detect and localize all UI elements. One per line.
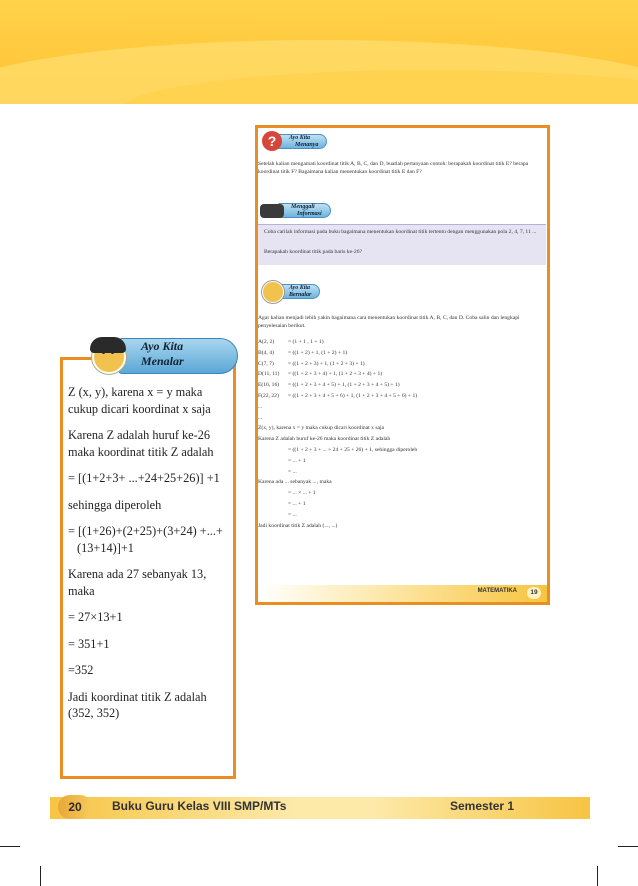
row-formula: = ((1 + 2 + 3 + 4 + 5 + 6) + 1, (1 + 2 + 3 + 4 + 5 + 6) + 1) <box>288 392 418 399</box>
row-label: Z(x, y), karena x = y maka cukup dicari koordinat x saja <box>258 425 385 432</box>
subject-label: MATEMATIKA <box>477 588 517 594</box>
derivation-row <box>258 359 546 370</box>
derivation-row <box>258 445 546 456</box>
row-label: D(11, 11) <box>258 371 280 378</box>
row-label: B(4, 4) <box>258 349 274 356</box>
row-formula: = ... × ... + 1 <box>288 490 316 497</box>
thumbnail-footer <box>258 585 547 602</box>
menanya-text: Setelah kalian mengamati koordinat titik A, B, C, dan D, buatlah pertanyaan contoh: berapakah koordinat titik E? berapa koordinat titik F? Bagaimana kalian menentukan koordinat titik E dan F? <box>258 161 529 175</box>
section-title-pill <box>118 338 238 374</box>
row-label: ... <box>258 403 263 410</box>
paragraph: =352 <box>68 663 94 677</box>
section-title-line1: Menggali <box>291 204 315 210</box>
row-formula: = ((1 + 2) + 1, (1 + 2) + 1) <box>288 349 348 356</box>
question-mark-icon: ? <box>262 131 282 151</box>
crop-mark <box>618 846 638 847</box>
derivation-row <box>258 467 546 478</box>
row-label: A(2, 2) <box>258 339 275 345</box>
semester-label: Semester 1 <box>450 799 515 813</box>
section-title-line2: Bernalar <box>289 291 312 298</box>
section-title-pill <box>276 134 327 149</box>
menggali-text: Coba carilah informasi pada buku bagaimana menentukan koordinat titik tertentu dengan menggunakan pola 2, 4, 7, 11 ... <box>264 229 537 235</box>
section-title-line2: Menalar <box>141 354 184 368</box>
bernalar-intro: Agar kalian menjadi lebih yakin bagaimana cara menentukan koordinat titik A, B, C, dan D. Coba salin dan lengkapi penyelesaian berikut. <box>258 315 520 329</box>
ayo-kita-menalar-header <box>90 336 240 376</box>
paragraph: Karena Z adalah huruf ke-26 maka koordinat titik Z adalah <box>68 428 214 459</box>
header-banner <box>0 0 638 104</box>
section-title-line1: Ayo Kita <box>289 285 311 291</box>
section-title-line2: Menanya <box>295 141 319 148</box>
paragraph: = 27×13+1 <box>68 610 123 624</box>
row-formula: = ((1 + 2 + 3 + ... + 24 + 25 + 26) + 1, sehingga diperoleh <box>288 446 418 453</box>
derivation-row <box>258 488 546 499</box>
menggali-question: Berapakah koordinat titik pada baris ke-26? <box>264 249 363 255</box>
derivation-row <box>258 456 546 467</box>
row-label: F(22, 22) <box>258 392 279 399</box>
derivation-row <box>258 423 546 434</box>
derivation-row <box>258 477 546 488</box>
student-thinking-icon <box>262 281 284 303</box>
section-title-line1: Ayo Kita <box>141 339 184 353</box>
row-label: E(16, 16) <box>258 382 280 389</box>
row-formula: = ... <box>288 511 297 518</box>
row-formula: = ... <box>288 468 297 475</box>
derivation-row <box>258 434 546 445</box>
student-thinking-icon <box>92 340 126 374</box>
paragraph: = 351+1 <box>68 636 110 651</box>
paragraph: = [(1+2+3+ ...+24+25+26)] +1 <box>68 471 220 485</box>
derivation-row <box>258 380 546 391</box>
paragraph: Jadi koordinat titik Z adalah (352, 352) <box>68 689 207 720</box>
crop-mark <box>0 846 20 847</box>
row-label: ... <box>258 414 263 421</box>
section-title-line2: Informasi <box>297 210 322 217</box>
row-label: Jadi koordinat titik Z adalah (..., ...) <box>258 522 338 529</box>
thumbnail-page-number: 19 <box>527 587 541 599</box>
ayo-kita-bernalar-header <box>262 281 342 301</box>
row-formula: = ((1 + 2 + 3) + 1, (1 + 2 + 3) + 1) <box>288 360 365 367</box>
menggali-informasi-header <box>260 200 350 220</box>
derivation-row <box>258 391 546 402</box>
row-formula: = ... + 1 <box>288 457 306 464</box>
magnifier-book-icon <box>260 204 284 218</box>
row-label: C(7, 7) <box>258 360 274 367</box>
crop-mark <box>597 866 598 886</box>
crop-mark <box>40 866 41 886</box>
row-formula: = ... + 1 <box>288 500 306 507</box>
derivation-row <box>258 348 546 359</box>
row-formula: = ((1 + 2 + 3 + 4) + 1, (1 + 2 + 3 + 4) + 1) <box>288 371 383 378</box>
book-title: Buku Guru Kelas VIII SMP/MTs <box>112 799 287 813</box>
derivation-row <box>258 499 546 510</box>
derivation-row <box>258 337 546 348</box>
paragraph: = [(1+26)+(2+25)+(3+24) +...+(13+14)]+1 <box>68 524 223 555</box>
paragraph: Z (x, y), karena x = y maka cukup dicari koordinat x saja <box>68 385 211 416</box>
row-formula: = (1 + 1 , 1 + 1) <box>288 339 324 345</box>
row-label: Karena Z adalah huruf ke-26 maka koordinat titik Z adalah <box>258 436 391 443</box>
derivation-row <box>258 521 546 532</box>
ayo-kita-menanya-header <box>262 131 342 151</box>
coordinate-derivation <box>258 337 546 531</box>
paragraph: Karena ada 27 sebanyak 13, maka <box>68 567 207 598</box>
row-formula: = ((1 + 2 + 3 + 4 + 5) + 1, (1 + 2 + 3 + 4 + 5) + 1) <box>288 382 400 389</box>
section-title-pill <box>278 203 331 218</box>
derivation-row <box>258 402 546 413</box>
paragraph: sehingga diperoleh <box>68 497 162 512</box>
page-number: 20 <box>58 795 92 819</box>
row-label: Karena ada ... sebanyak ..., maka <box>258 479 332 486</box>
derivation-row <box>258 413 546 424</box>
derivation-row <box>258 510 546 521</box>
derivation-row <box>258 369 546 380</box>
section-title-line1: Ayo Kita <box>289 135 311 141</box>
menalar-content <box>68 384 232 732</box>
